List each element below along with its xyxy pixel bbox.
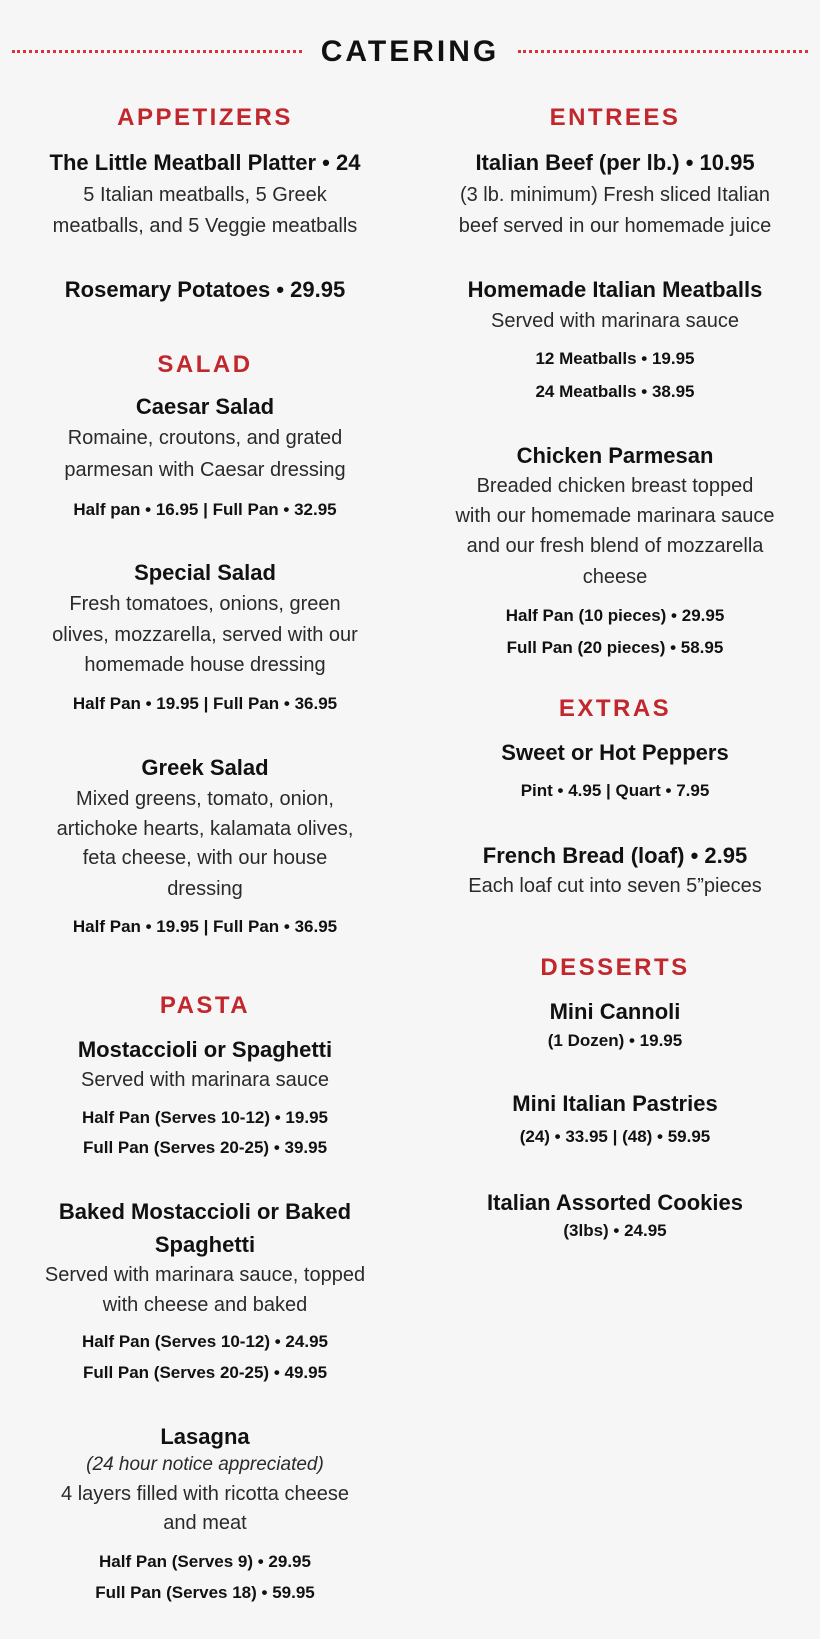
item-price: 24 Meatballs • 38.95 (535, 382, 695, 401)
item-desc: and meat (163, 1512, 247, 1534)
item-desc: Served with marinara sauce (81, 1069, 329, 1091)
item-price: Half Pan • 19.95 | Full Pan • 36.95 (72, 917, 338, 936)
item-desc: cheese (582, 566, 648, 588)
item-desc: (3 lb. minimum) Fresh sliced Italian (459, 184, 771, 206)
item-price: Pint • 4.95 | Quart • 7.95 (520, 781, 710, 800)
item-desc: olives, mozzarella, served with our (52, 624, 358, 646)
item-desc: Served with marinara sauce, topped (44, 1264, 366, 1286)
item-name: Homemade Italian Meatballs (467, 277, 763, 302)
item-desc: with cheese and baked (102, 1294, 308, 1316)
item-name: Lasagna (160, 1424, 250, 1449)
item-price: (1 Dozen) • 19.95 (547, 1031, 683, 1050)
item-desc: Mixed greens, tomato, onion, (76, 788, 334, 810)
item-desc: meatballs, and 5 Veggie meatballs (52, 215, 358, 237)
item-price: Half Pan (Serves 10-12) • 19.95 (82, 1108, 328, 1127)
section-heading-pasta: PASTA (159, 992, 251, 1019)
item-name: Sweet or Hot Peppers (501, 740, 729, 765)
item-desc: dressing (167, 878, 243, 900)
item-name: The Little Meatball Platter • 24 (49, 150, 361, 175)
item-desc: Romaine, croutons, and grated (67, 427, 343, 449)
item-price: Full Pan (20 pieces) • 58.95 (506, 638, 724, 657)
item-price: Half Pan • 19.95 | Full Pan • 36.95 (72, 694, 338, 713)
item-desc: parmesan with Caesar dressing (64, 459, 346, 481)
item-desc: Served with marinara sauce (491, 310, 739, 332)
item-name: Spaghetti (154, 1232, 256, 1257)
item-desc: Each loaf cut into seven 5”pieces (468, 875, 762, 897)
section-heading-salad: SALAD (157, 351, 253, 378)
item-desc: and our fresh blend of mozzarella (466, 535, 764, 557)
item-price: Half Pan (Serves 9) • 29.95 (99, 1552, 311, 1571)
page-title: CATERING (320, 35, 500, 68)
item-price: Half pan • 16.95 | Full Pan • 32.95 (73, 500, 337, 519)
item-desc: with our homemade marinara sauce (455, 505, 775, 527)
item-desc: Breaded chicken breast topped (476, 475, 754, 497)
dotted-divider-right (518, 50, 808, 53)
item-price: Full Pan (Serves 20-25) • 49.95 (82, 1363, 328, 1382)
item-name: Rosemary Potatoes • 29.95 (64, 277, 346, 302)
item-name: Chicken Parmesan (516, 443, 714, 468)
item-desc: feta cheese, with our house (82, 847, 328, 869)
item-name: Mini Italian Pastries (512, 1091, 718, 1116)
section-heading-extras: EXTRAS (558, 695, 672, 722)
item-name: Caesar Salad (135, 394, 275, 419)
item-desc: 5 Italian meatballs, 5 Greek (83, 184, 327, 206)
item-desc: artichoke hearts, kalamata olives, (56, 818, 354, 840)
item-desc: 4 layers filled with ricotta cheese (61, 1483, 349, 1505)
section-heading-desserts: DESSERTS (540, 954, 690, 981)
item-name: Italian Assorted Cookies (487, 1190, 743, 1215)
item-desc: Fresh tomatoes, onions, green (69, 593, 341, 615)
item-name: Mini Cannoli (549, 999, 681, 1024)
item-price: Full Pan (Serves 20-25) • 39.95 (82, 1138, 328, 1157)
item-price: 12 Meatballs • 19.95 (535, 349, 695, 368)
item-desc: beef served in our homemade juice (458, 215, 772, 237)
section-heading-entrees: ENTREES (549, 104, 681, 131)
item-price: Half Pan (Serves 10-12) • 24.95 (82, 1332, 328, 1351)
item-desc: homemade house dressing (84, 654, 326, 676)
item-price: Full Pan (Serves 18) • 59.95 (95, 1583, 315, 1602)
item-name: Special Salad (134, 560, 276, 585)
item-name: Greek Salad (141, 755, 269, 780)
item-price: Half Pan (10 pieces) • 29.95 (505, 606, 725, 625)
item-note: (24 hour notice appreciated) (86, 1454, 324, 1475)
item-price: (24) • 33.95 | (48) • 59.95 (519, 1127, 711, 1146)
item-name: Italian Beef (per lb.) • 10.95 (475, 150, 755, 175)
item-name: Baked Mostaccioli or Baked (58, 1199, 352, 1224)
item-name: French Bread (loaf) • 2.95 (482, 843, 748, 868)
section-heading-appetizers: APPETIZERS (117, 104, 293, 131)
item-name: Mostaccioli or Spaghetti (77, 1037, 333, 1062)
item-price: (3lbs) • 24.95 (563, 1221, 667, 1240)
